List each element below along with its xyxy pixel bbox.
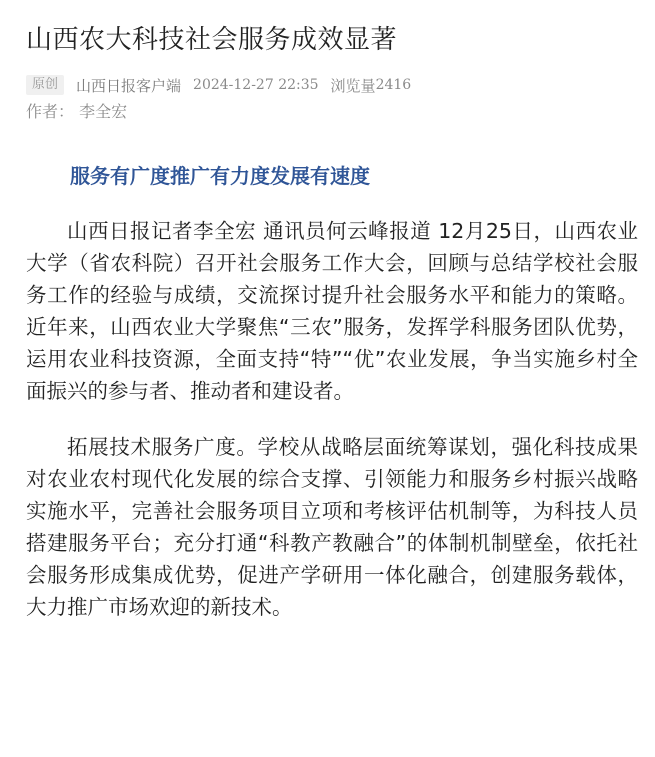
section-subheading: 服务有广度推广有力度发展有速度 (70, 164, 370, 188)
article-meta (26, 72, 638, 98)
author-line (26, 100, 638, 124)
article (26, 0, 638, 623)
author-label: 作者： (26, 102, 75, 121)
paragraph: 拓展技术服务广度。学校从战略层面统筹谋划，强化科技成果对农业农村现代化发展的综合支撑、引领能力和服务乡村振兴战略实施水平，完善社会服务项目立项和考核评估机制等，为科技人员搭建服务平台；充分打通“科教产教融合”的体制机制壁垒，依托社会服务形成集成优势，促进产学研用一体化融合，创建服务载体，大力推广市场欢迎的新技术。 (26, 435, 638, 619)
source-link[interactable]: 山西日报客户端 (76, 76, 182, 95)
author-name: 李全宏 (79, 102, 128, 121)
views-label: 浏览量 (330, 76, 376, 95)
original-badge: 原创 (26, 75, 64, 95)
views-count: 2416 (375, 77, 412, 93)
article-title: 山西农大科技社会服务成效显著 (26, 25, 398, 55)
publish-time: 2024-12-27 22:35 (193, 77, 319, 93)
paragraph: 山西日报记者李全宏 通讯员何云峰报道 12月25日，山西农业大学（省农科院）召开社会服务工作大会，回顾与总结学校社会服务工作的经验与成绩，交流探讨提升社会服务水平和能力的策略。近年来，山西农业大学聚焦“三农”服务，发挥学科服务团队优势，运用农业科技资源，全面支持“特”“优”农业发展，争当实施乡村全面振兴的参与者、推动者和建设者。 (26, 219, 638, 403)
